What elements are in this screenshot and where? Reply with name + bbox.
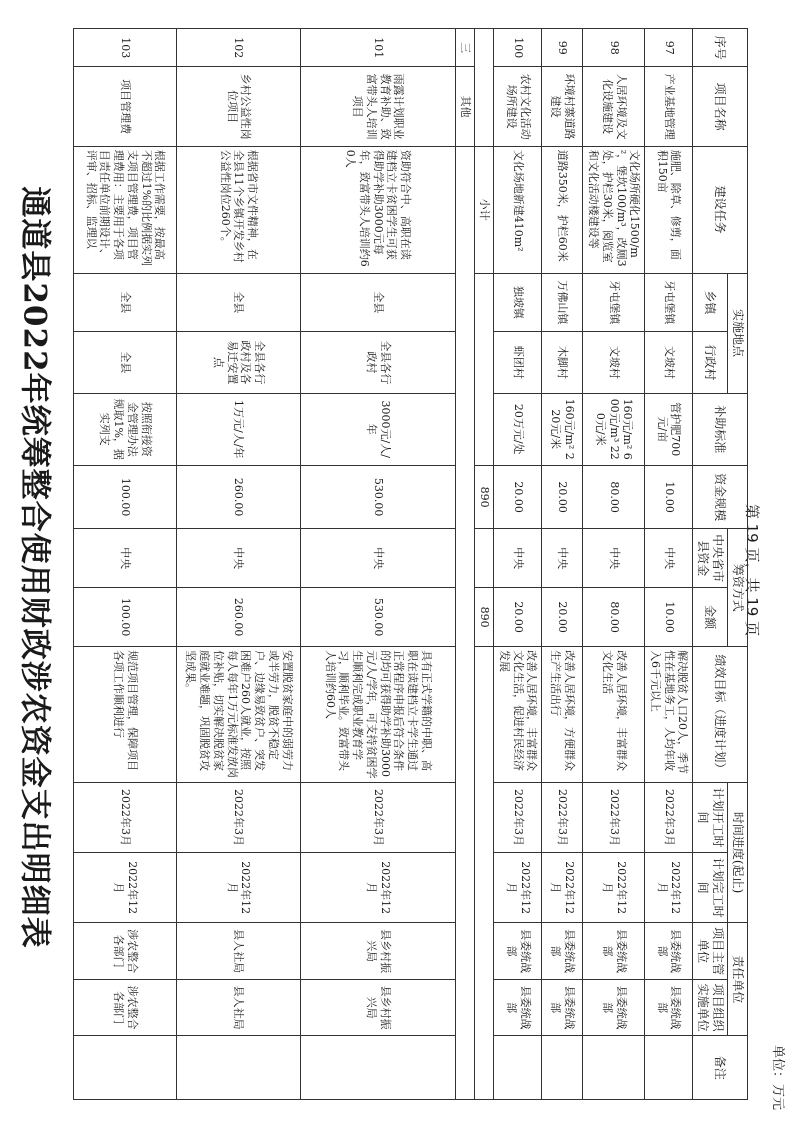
cell-township: 独坡镇: [494, 273, 542, 332]
cell-central: 中央: [645, 529, 693, 588]
cell-remark: [301, 1036, 456, 1100]
cell-amount: 20.00: [542, 588, 583, 647]
cell-village: 文坡村: [645, 332, 693, 393]
header-scale: 资金规模: [693, 465, 748, 528]
header-seq: 序号: [693, 29, 748, 67]
section-seq: 三: [455, 29, 474, 67]
cell-task: 施肥、除草、修剪，面积150亩: [645, 146, 693, 273]
cell-scale: 80.00: [583, 465, 645, 528]
page-title: 通道县2022年统筹整合使用财政涉农资金支出明细表: [16, 186, 53, 949]
cell-amount: 10.00: [645, 588, 693, 647]
cell-competent: 涉农整合各部门: [74, 923, 177, 980]
subtotal-label: 小计: [475, 146, 494, 273]
cell-start: 2022年3月: [74, 782, 177, 852]
cell-goal: 规范项目管理，保障项目各项工作顺利进行: [74, 647, 177, 783]
cell-start: 2022年3月: [301, 782, 456, 852]
cell-village: 全县各行政村及各易迁安置点: [177, 332, 301, 393]
header-schedule: 时间进度(起止): [728, 782, 748, 922]
cell-scale: 20.00: [494, 465, 542, 528]
cell-end: 2022年12月: [494, 853, 542, 923]
section-name: 其他: [455, 67, 474, 146]
cell-township: 牙屯堡镇: [583, 273, 645, 332]
cell-name: 产业基地管理: [645, 67, 693, 146]
cell-end: 2022年12月: [301, 853, 456, 923]
table-row: [645, 29, 693, 1100]
cell-goal: 改善人居环境，丰富群众文化生活: [583, 647, 645, 783]
subtotal-blank-3: [475, 529, 494, 588]
cell-township: 全县: [301, 273, 456, 332]
subtotal-blank-2: [475, 273, 494, 465]
cell-township: 牙屯堡镇: [645, 273, 693, 332]
cell-township: 万佛山镇: [542, 273, 583, 332]
cell-central: 中央: [583, 529, 645, 588]
cell-remark: [645, 1036, 693, 1100]
cell-township: 全县: [74, 273, 177, 332]
cell-implementing: 县乡村振兴局: [301, 979, 456, 1036]
cell-competent: 县委统战部: [494, 923, 542, 980]
cell-seq: 103: [74, 29, 177, 67]
subtotal-blank-4: [475, 647, 494, 1100]
table-row: [583, 29, 645, 1100]
expenditure-table: [73, 28, 748, 1100]
table-row: [301, 29, 456, 1100]
header-competent: 项目主管单位: [693, 923, 728, 980]
header-village: 行政村: [693, 332, 728, 393]
unit-label: 单位：万元: [770, 1044, 785, 1110]
cell-task: 根据省市文件精神，在全县11个乡镇开发乡村公益性岗位260个。: [177, 146, 301, 273]
header-project-name: 项目名称: [693, 67, 748, 146]
page-footer: 第 19 页，共 19 页: [743, 503, 761, 637]
cell-task: 根据工作需要，按最高不超过1%的比例据实列支项目管理费，项目管理费用：主要用于各项目责任单位前期设计、评审、招标、监理以: [74, 146, 177, 273]
cell-standard: 160元/m² 220元/米: [542, 393, 583, 465]
cell-name: 农村文化活动场所建设: [494, 67, 542, 146]
cell-remark: [74, 1036, 177, 1100]
cell-seq: 100: [494, 29, 542, 67]
cell-start: 2022年3月: [583, 782, 645, 852]
cell-amount: 100.00: [74, 588, 177, 647]
cell-implementing: 县委统战部: [542, 979, 583, 1036]
cell-implementing: 县委统战部: [583, 979, 645, 1036]
cell-scale: 10.00: [645, 465, 693, 528]
cell-amount: 20.00: [494, 588, 542, 647]
cell-implementing: 县委统战部: [645, 979, 693, 1036]
header-goal: 绩效目标（进度计划）: [693, 647, 748, 783]
cell-implementing: 县委统战部: [494, 979, 542, 1036]
header-responsible: 责任单位: [728, 923, 748, 1036]
subtotal-blank: [475, 29, 494, 147]
header-funding: 筹资方式: [728, 529, 748, 647]
cell-standard: 管护肥700元/亩: [645, 393, 693, 465]
cell-amount: 260.00: [177, 588, 301, 647]
table-row: [494, 29, 542, 1100]
header-task: 建设任务: [693, 146, 748, 273]
section-blank: [455, 146, 474, 1099]
cell-competent: 县委统战部: [583, 923, 645, 980]
table-wrapper: [84, 28, 748, 1100]
cell-goal: 安置脱贫家庭中的弱劳力或半劳力，脱贫不稳定户、边缘易致贫户、突发困难户260人就业，按照每人每年1万元标准发放岗位补贴，切实解决脱贫家庭就业难题，巩固脱贫攻坚成果。: [177, 647, 301, 783]
cell-standard: 20万元/处: [494, 393, 542, 465]
cell-seq: 98: [583, 29, 645, 67]
header-start: 计划开工时间: [693, 782, 728, 852]
header-township: 乡镇: [693, 273, 728, 332]
cell-start: 2022年3月: [177, 782, 301, 852]
table-row: [177, 29, 301, 1100]
cell-standard: 按照衔接资金管理办法规取1%，据实列支: [74, 393, 177, 465]
cell-seq: 97: [645, 29, 693, 67]
cell-competent: 县委统战部: [645, 923, 693, 980]
cell-central: 中央: [177, 529, 301, 588]
cell-village: 文坡村: [583, 332, 645, 393]
cell-implementing: 涉农整合各部门: [74, 979, 177, 1036]
cell-remark: [177, 1036, 301, 1100]
cell-task: 资助符合中、高职在读建档立卡贫困学生可获得助学补助3000元每年，致富带头人培训约60人: [301, 146, 456, 273]
header-end: 计划完工时间: [693, 853, 728, 923]
cell-village: 全县: [74, 332, 177, 393]
cell-seq: 101: [301, 29, 456, 67]
cell-start: 2022年3月: [645, 782, 693, 852]
cell-central: 中央: [542, 529, 583, 588]
cell-goal: 解决脱贫人口20人，季节性在基地务工，人均年收入6千元以上: [645, 647, 693, 783]
header-implementing: 项目组织实施单位: [693, 979, 728, 1036]
cell-start: 2022年3月: [542, 782, 583, 852]
cell-task: 文化场地新建410m²: [494, 146, 542, 273]
cell-name: 乡村公益性岗位项目: [177, 67, 301, 146]
cell-name: 项目管理费: [74, 67, 177, 146]
header-standard: 补助标准: [693, 393, 748, 465]
cell-name: 环境村寨道路建设: [542, 67, 583, 146]
header-amount: 金额: [693, 588, 728, 647]
cell-standard: 3000元/人/年: [301, 393, 456, 465]
cell-village: 全县各行政村: [301, 332, 456, 393]
cell-village: 虾团村: [494, 332, 542, 393]
cell-seq: 102: [177, 29, 301, 67]
cell-seq: 99: [542, 29, 583, 67]
cell-standard: 1万元/人/年: [177, 393, 301, 465]
header-remark: 备注: [693, 1036, 748, 1100]
cell-end: 2022年12月: [542, 853, 583, 923]
subtotal-amount: 890: [475, 588, 494, 647]
cell-goal: 具有正式学籍的中职、高职在读建档立卡学生通过正常程序申报后符合条件的均可获得助学补助3000元/人/学年，可支持贫困学生顺利完成职业教育学习，顺利毕业。致富带头人培训约60人: [301, 647, 456, 783]
cell-task: 文化场所硬化1500/m²，堡坎100/m³，改厕3处，护栏30米，阅览室和文化活动楼建设等: [583, 146, 645, 273]
subtotal-scale: 890: [475, 465, 494, 528]
cell-village: 木脚村: [542, 332, 583, 393]
cell-competent: 县委统战部: [542, 923, 583, 980]
header-central: 中央省市县资金: [693, 529, 728, 588]
cell-amount: 80.00: [583, 588, 645, 647]
cell-township: 全县: [177, 273, 301, 332]
cell-end: 2022年12月: [74, 853, 177, 923]
cell-remark: [494, 1036, 542, 1100]
table-row: [542, 29, 583, 1100]
cell-start: 2022年3月: [494, 782, 542, 852]
cell-goal: 改善人居环境，丰富群众文化生活，促进村民经济发展: [494, 647, 542, 783]
section-row: [455, 29, 474, 1100]
subtotal-row: [475, 29, 494, 1100]
cell-scale: 530.00: [301, 465, 456, 528]
cell-central: 中央: [74, 529, 177, 588]
table-row: [74, 29, 177, 1100]
cell-competent: 县乡村振兴局: [301, 923, 456, 980]
header-location: 实施地点: [728, 273, 748, 393]
cell-end: 2022年12月: [583, 853, 645, 923]
cell-scale: 20.00: [542, 465, 583, 528]
cell-competent: 县人社局: [177, 923, 301, 980]
cell-standard: 160元/m² 600元/m³ 220元/米: [583, 393, 645, 465]
cell-goal: 改善人居环境，方便群众生产生活出行: [542, 647, 583, 783]
cell-remark: [542, 1036, 583, 1100]
cell-task: 道路350米，护栏60米: [542, 146, 583, 273]
cell-end: 2022年12月: [177, 853, 301, 923]
cell-central: 中央: [301, 529, 456, 588]
cell-scale: 100.00: [74, 465, 177, 528]
cell-central: 中央: [494, 529, 542, 588]
cell-remark: [583, 1036, 645, 1100]
table-body: [74, 29, 693, 1100]
cell-end: 2022年12月: [645, 853, 693, 923]
cell-name: 雨露计划职业教育补助、致富带头人培训项目: [301, 67, 456, 146]
cell-implementing: 县人社局: [177, 979, 301, 1036]
cell-amount: 530.00: [301, 588, 456, 647]
cell-name: 人居环境及文化设施建设: [583, 67, 645, 146]
cell-scale: 260.00: [177, 465, 301, 528]
